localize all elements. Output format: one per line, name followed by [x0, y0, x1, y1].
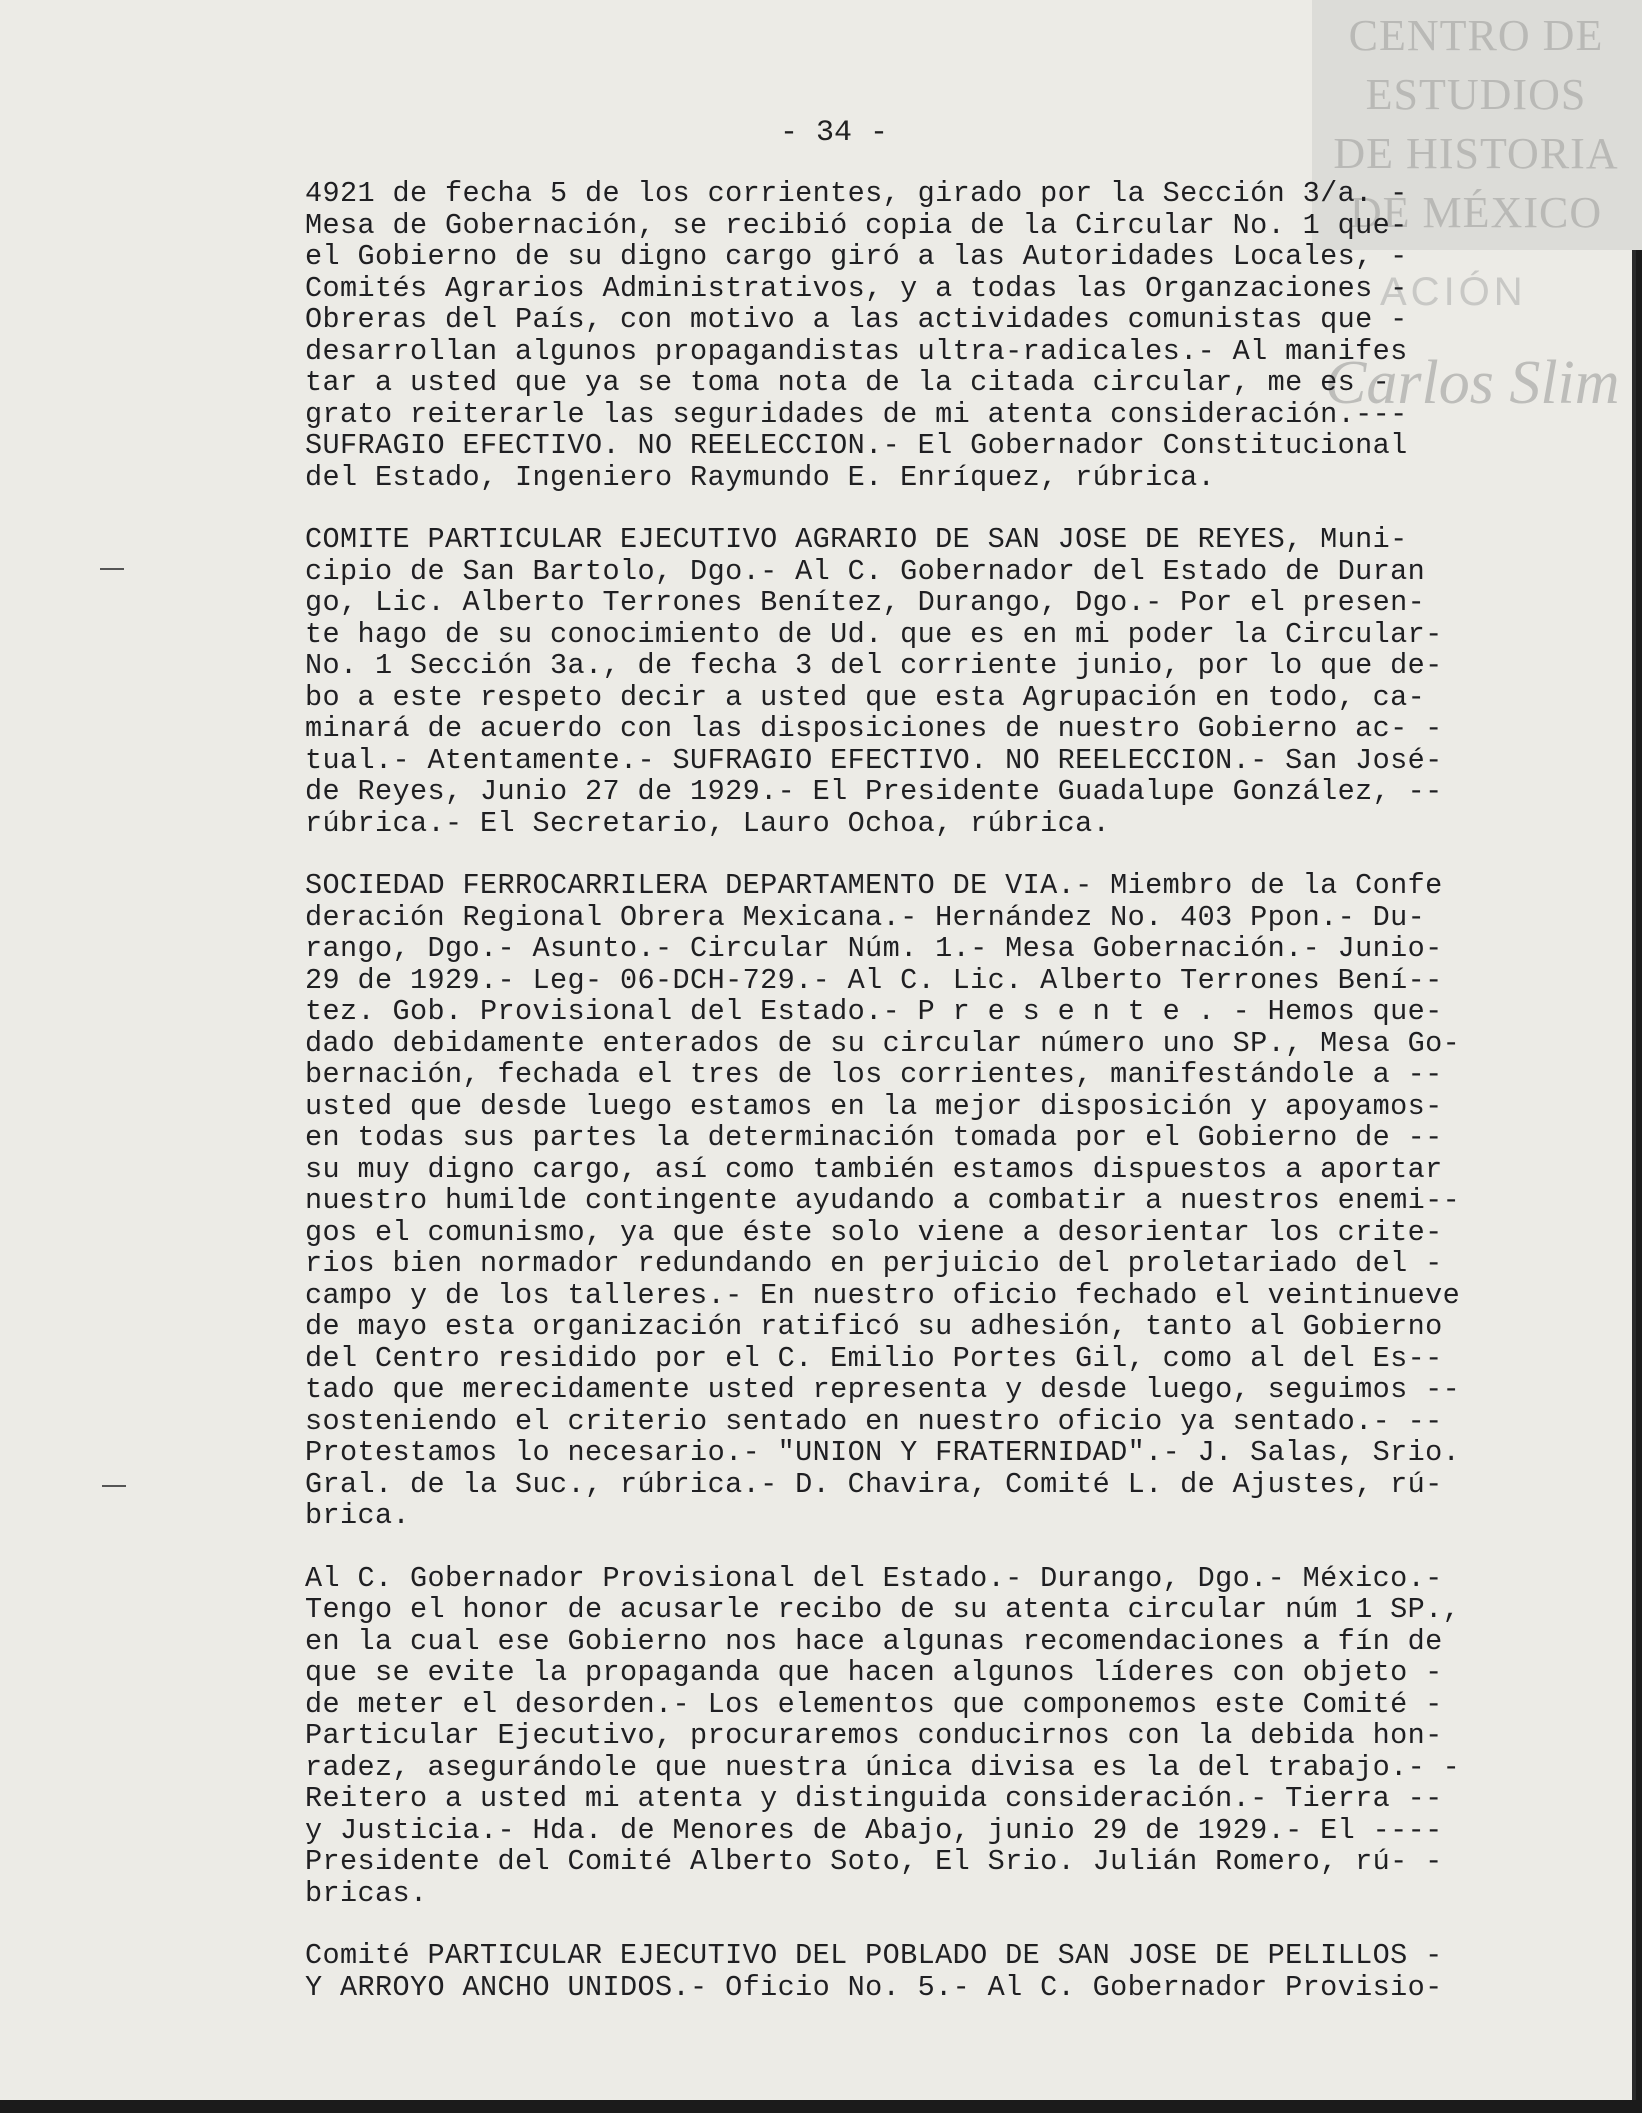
text-line: Al C. Gobernador Provisional del Estado.- Durango, Dgo.- México.- — [305, 1561, 1443, 1595]
watermark-line: CENTRO DE — [1348, 11, 1604, 60]
text-line: rúbrica.- El Secretario, Lauro Ochoa, rúbrica. — [305, 806, 1111, 840]
text-line: Mesa de Gobernación, se recibió copia de la Circular No. 1 que- — [305, 208, 1408, 242]
text-line: dado debidamente enterados de su circular número uno SP., Mesa Go- — [305, 1026, 1461, 1060]
text-line: en la cual ese Gobierno nos hace algunas recomendaciones a fín de — [305, 1624, 1443, 1658]
paragraph — [305, 1563, 1555, 1910]
document-body — [305, 178, 1555, 2034]
text-line: del Centro residido por el C. Emilio Portes Gil, como al del Es-- — [305, 1341, 1443, 1375]
text-line: rios bien normador redundando en perjuicio del proletariado del - — [305, 1247, 1443, 1280]
text-line: bricas. — [305, 1876, 428, 1910]
paragraph — [305, 524, 1555, 839]
text-line: Presidente del Comité Alberto Soto, El Srio. Julián Romero, rú- - — [305, 1845, 1443, 1878]
text-line: Gral. de la Suc., rúbrica.- D. Chavira, Comité L. de Ajustes, rú- — [305, 1467, 1443, 1501]
paragraph — [305, 1940, 1555, 2003]
paragraph — [305, 178, 1555, 493]
text-line: No. 1 Sección 3a., de fecha 3 del corriente junio, por lo que de- — [305, 649, 1443, 682]
text-line: en todas sus partes la determinación tomada por el Gobierno de -- — [305, 1121, 1443, 1154]
text-line: tual.- Atentamente.- SUFRAGIO EFECTIVO. NO REELECCION.- San José- — [305, 743, 1443, 777]
text-line: de mayo esta organización ratificó su adhesión, tanto al Gobierno — [305, 1310, 1443, 1343]
text-line: Tengo el honor de acusarle recibo de su atenta circular núm 1 SP., — [305, 1593, 1461, 1626]
text-line: tado que merecidamente usted representa y desde luego, seguimos -- — [305, 1373, 1461, 1406]
text-line: campo y de los talleres.- En nuestro oficio fechado el veintinueve — [305, 1278, 1461, 1312]
text-line: que se evite la propaganda que hacen algunos líderes con objeto - — [305, 1656, 1443, 1689]
text-line: SUFRAGIO EFECTIVO. NO REELECCION.- El Gobernador Constitucional — [305, 429, 1408, 462]
paragraph — [305, 870, 1555, 1532]
text-line: radez, asegurándole que nuestra única divisa es la del trabajo.- - — [305, 1750, 1461, 1784]
text-line: deración Regional Obrera Mexicana.- Hernández No. 403 Ppon.- Du- — [305, 900, 1426, 934]
page-number: - 34 - — [780, 116, 889, 150]
text-line: tar a usted que ya se toma nota de la citada circular, me es - — [305, 366, 1391, 399]
text-line: el Gobierno de su digno cargo giró a las Autoridades Locales, - — [305, 240, 1408, 273]
watermark-signature: Carlos Slim — [1325, 349, 1620, 417]
text-line: Obreras del País, con motivo a las actividades comunistas que - — [305, 303, 1408, 336]
text-line: Comités Agrarios Administrativos, y a todas las Organzaciones - — [305, 271, 1408, 305]
text-line: bernación, fechada el tres de los corrientes, manifestándole a -- — [305, 1058, 1443, 1091]
watermark-fragment: ACIÓN — [1380, 270, 1527, 314]
text-line: su muy digno cargo, así como también estamos dispuestos a aportar — [305, 1152, 1443, 1186]
text-line: COMITE PARTICULAR EJECUTIVO AGRARIO DE SAN JOSE DE REYES, Muni- — [305, 523, 1408, 556]
text-line: 29 de 1929.- Leg- 06-DCH-729.- Al C. Lic. Alberto Terrones Bení-- — [305, 963, 1443, 997]
text-line: 4921 de fecha 5 de los corrientes, girado por la Sección 3/a. - — [305, 177, 1408, 210]
text-line: grato reiterarle las seguridades de mi atenta consideración.--- — [305, 397, 1408, 431]
margin-mark — [102, 1485, 126, 1487]
text-line: Comité PARTICULAR EJECUTIVO DEL POBLADO DE SAN JOSE DE PELILLOS - — [305, 1939, 1443, 1972]
text-line: Y ARROYO ANCHO UNIDOS.- Oficio No. 5.- Al C. Gobernador Provisio- — [305, 1970, 1443, 2004]
text-line: nuestro humilde contingente ayudando a combatir a nuestros enemi-- — [305, 1184, 1461, 1217]
margin-mark — [100, 568, 124, 570]
text-line: usted que desde luego estamos en la mejor disposición y apoyamos- — [305, 1089, 1443, 1123]
text-line: Reitero a usted mi atenta y distinguida consideración.- Tierra -- — [305, 1782, 1443, 1815]
text-line: go, Lic. Alberto Terrones Benítez, Durango, Dgo.- Por el presen- — [305, 586, 1426, 619]
text-line: tez. Gob. Provisional del Estado.- P r e s e n t e . - Hemos que- — [305, 995, 1443, 1028]
text-line: rango, Dgo.- Asunto.- Circular Núm. 1.- Mesa Gobernación.- Junio- — [305, 932, 1443, 965]
text-line: brica. — [305, 1499, 411, 1532]
watermark-line: DE HISTORIA — [1333, 129, 1619, 178]
text-line: del Estado, Ingeniero Raymundo E. Enríquez, rúbrica. — [305, 460, 1216, 494]
watermark-line: DE MÉXICO — [1349, 188, 1603, 237]
text-line: minará de acuerdo con las disposiciones de nuestro Gobierno ac- - — [305, 712, 1443, 745]
text-line: de Reyes, Junio 27 de 1929.- El Presidente Guadalupe González, -- — [305, 775, 1443, 808]
text-line: Protestamos lo necesario.- "UNION Y FRATERNIDAD".- J. Salas, Srio. — [305, 1436, 1461, 1469]
text-line: de meter el desorden.- Los elementos que componemos este Comité - — [305, 1687, 1443, 1721]
text-line: sosteniendo el criterio sentado en nuestro oficio ya sentado.- -- — [305, 1404, 1443, 1438]
text-line: SOCIEDAD FERROCARRILERA DEPARTAMENTO DE VIA.- Miembro de la Confe — [305, 869, 1443, 902]
text-line: bo a este respeto decir a usted que esta Agrupación en todo, ca- — [305, 680, 1426, 714]
text-line: y Justicia.- Hda. de Menores de Abajo, junio 29 de 1929.- El ---- — [305, 1813, 1443, 1847]
text-line: gos el comunismo, ya que éste solo viene a desorientar los crite- — [305, 1215, 1443, 1249]
text-line: desarrollan algunos propagandistas ultra-radicales.- Al manifes — [305, 334, 1408, 368]
text-line: te hago de su conocimiento de Ud. que es en mi poder la Circular- — [305, 617, 1443, 651]
text-line: cipio de San Bartolo, Dgo.- Al C. Gobernador del Estado de Duran — [305, 554, 1426, 588]
text-line: Particular Ejecutivo, procuraremos conducirnos con la debida hon- — [305, 1719, 1443, 1752]
watermark-line: ESTUDIOS — [1365, 70, 1587, 119]
